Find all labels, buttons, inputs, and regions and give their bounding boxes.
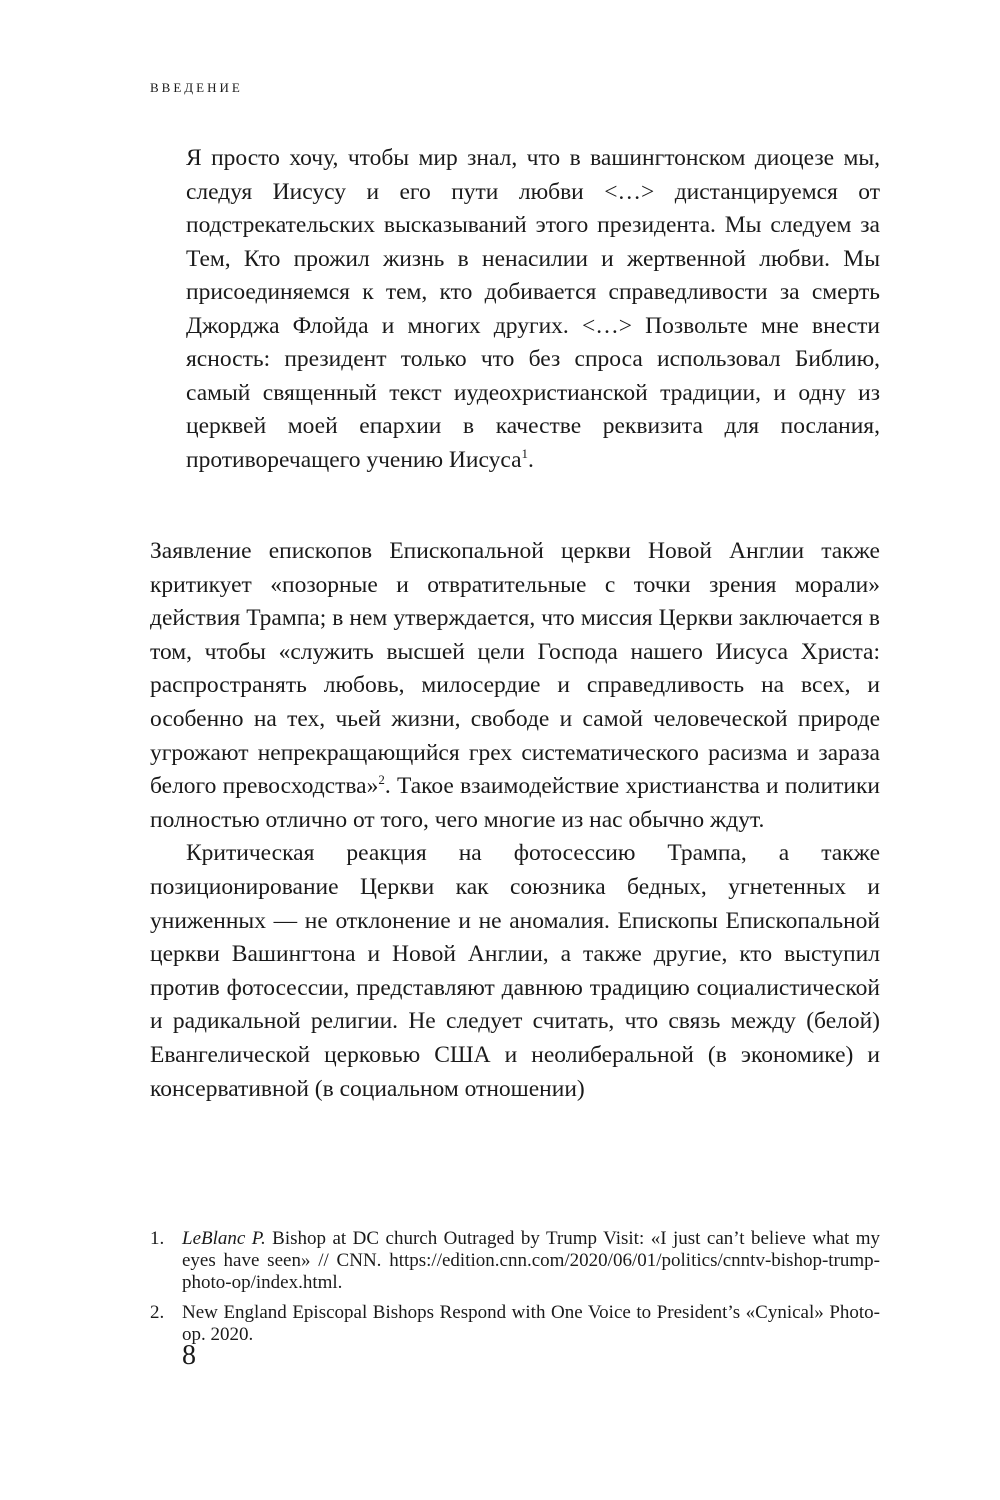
running-head: ВВЕДЕНИЕ [150,80,243,95]
quote-text: Я просто хочу, чтобы мир знал, что в вашингтонском диоцезе мы, следуя Иисусу и его пути любви <…> дистанцируемся от подстрекательских высказываний этого президента. Мы следуем за Тем, Кто прожил жизнь в ненасилии и жертвенной любви. Мы присоединяемся к тем, кто добивается справедливости за смерть Джорджа Флойда и многих других. <…> Позвольте мне внести ясность: президент только что без спроса использовал Библию, самый священный текст иудеохристианской традиции, и одну из церквей моей епархии в качестве реквизита для послания, противоречащего учению Иисуса [186,145,880,473]
footnote-2-number: 2. [150,1302,165,1323]
paragraph-1 [150,535,880,837]
quote-end: . [528,446,534,473]
body-text [150,535,880,1106]
paragraph-2-text: Критическая реакция на фотосессию Трампа, а также позиционирование Церкви как союзника бедных, угнетенных и униженных — не отклонение и не аномалия. Епископы Епископальной церкви Вашингтона и Новой Англии, а также другие, кто выступил против фотосессии, представляют давнюю традицию социалистической и радикальной религии. Не следует считать, что связь между (белой) Евангелической церковью США и неолиберальной (в экономике) и консервативной (в социальном отношении) [150,840,880,1102]
block-quote [186,142,880,477]
footnote-1-body: Bishop at DC church Outraged by Trump Visit: «I just can’t believe what my eyes have seen» // CNN. https://edition.cnn.com/2020/06/01/politics/cnntv-bishop-trump-photo-op/index.html. [182,1228,880,1293]
page-number: 8 [182,1340,196,1371]
footnote-1-author: LeBlanc P. [182,1228,266,1249]
paragraph-1-text: Заявление епископов Епископальной церкви Новой Англии также критикует «позорные и отвратительные с точки зрения морали» действия Трампа; в нем утверждается, что миссия Церкви заключается в том, чтобы «служить высшей цели Господа нашего Иисуса Христа: распространять любовь, милосердие и справедливость на всех, и особенно на тех, чьей жизни, свободе и самой человеческой природе угрожают непрекращающийся грех систематического расизма и зараза белого превосходства» [150,538,880,800]
footnote-1-text [182,1228,880,1294]
footnote-1-number: 1. [150,1228,165,1249]
footnote-2 [150,1302,880,1346]
paragraph-2 [150,837,880,1106]
paragraph-1-tail: . Такое взаимодействие христианства и политики полностью отлично от того, чего многие из нас обычно ждут. [150,773,881,833]
footnote-1 [150,1228,880,1294]
footnote-2-text: New England Episcopal Bishops Respond with One Voice to President’s «Cynical» Photo-op. 2020. [182,1302,880,1345]
footnote-mark-2[interactable]: 2 [378,772,385,788]
footnotes [150,1228,880,1354]
footnote-mark-1[interactable]: 1 [521,445,528,461]
